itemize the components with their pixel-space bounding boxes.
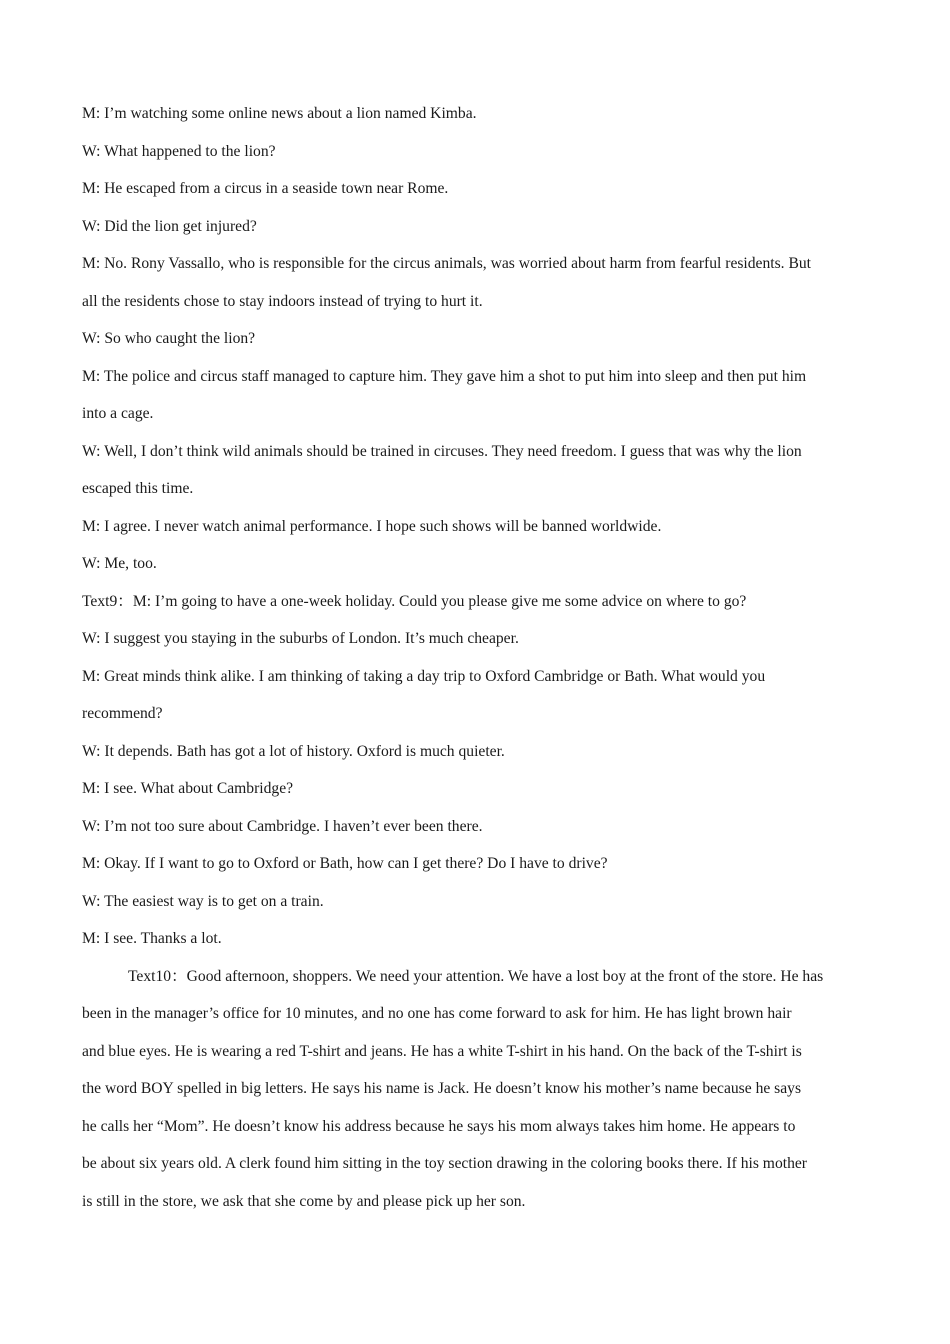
document-page [82,102,882,1227]
paragraph-start-line: Text10：Good afternoon, shoppers. We need your attention. We have a lost boy at the front of the store. He has [128,967,824,985]
text-line: W: I suggest you staying in the suburbs of London. It’s much cheaper. [82,630,519,647]
text-line: and blue eyes. He is wearing a red T-shirt and jeans. He has a white T-shirt in his hand. On the back of the T-shirt is [82,1042,802,1060]
text-line: W: It depends. Bath has got a lot of history. Oxford is much quieter. [82,742,505,760]
text-line: W: The easiest way is to get on a train. [82,892,324,910]
text-line: W: So who caught the lion? [82,330,256,347]
text-line: escaped this time. [82,480,194,497]
text-line: be about six years old. A clerk found him sitting in the toy section drawing in the coloring books there. If his mother [82,1155,807,1172]
text-line: M: The police and circus staff managed to capture him. They gave him a shot to put him into sleep and then put him [82,367,807,385]
text-line: into a cage. [82,405,154,422]
text-line: M: No. Rony Vassallo, who is responsible for the circus animals, was worried about harm from fearful residents. But [82,255,812,272]
text-line: M: I see. What about Cambridge? [82,780,294,797]
text-line: M: I agree. I never watch animal performance. I hope such shows will be banned worldwide. [82,517,662,535]
text-line: recommend? [82,705,163,722]
text-line: W: Well, I don’t think wild animals should be trained in circuses. They need freedom. I guess that was why the lion [82,442,802,460]
text-line: W: Did the lion get injured? [82,217,257,235]
text-line: been in the manager’s office for 10 minutes, and no one has come forward to ask for him. He has light brown hair [82,1005,792,1022]
text-line: is still in the store, we ask that she come by and please pick up her son. [82,1192,526,1210]
text-line: W: Me, too. [82,555,157,572]
text-line: Text9：M: I’m going to have a one-week holiday. Could you please give me some advice on where to go? [82,592,747,610]
text-line: W: I’m not too sure about Cambridge. I haven’t ever been there. [82,817,483,835]
text-line: M: I’m watching some online news about a lion named Kimba. [82,105,477,122]
text-line: M: I see. Thanks a lot. [82,930,222,947]
text-line: M: He escaped from a circus in a seaside town near Rome. [82,180,449,197]
text-line: M: Okay. If I want to go to Oxford or Bath, how can I get there? Do I have to drive? [82,855,608,872]
text-line: all the residents chose to stay indoors instead of trying to hurt it. [82,292,483,310]
text-line: M: Great minds think alike. I am thinking of taking a day trip to Oxford Cambridge or Bath. What would you [82,667,766,685]
text-line: he calls her “Mom”. He doesn’t know his address because he says his mom always takes him home. He appears to [82,1117,796,1135]
text-line: the word BOY spelled in big letters. He says his name is Jack. He doesn’t know his mother’s name because he says [82,1080,802,1097]
text-line: W: What happened to the lion? [82,142,276,160]
